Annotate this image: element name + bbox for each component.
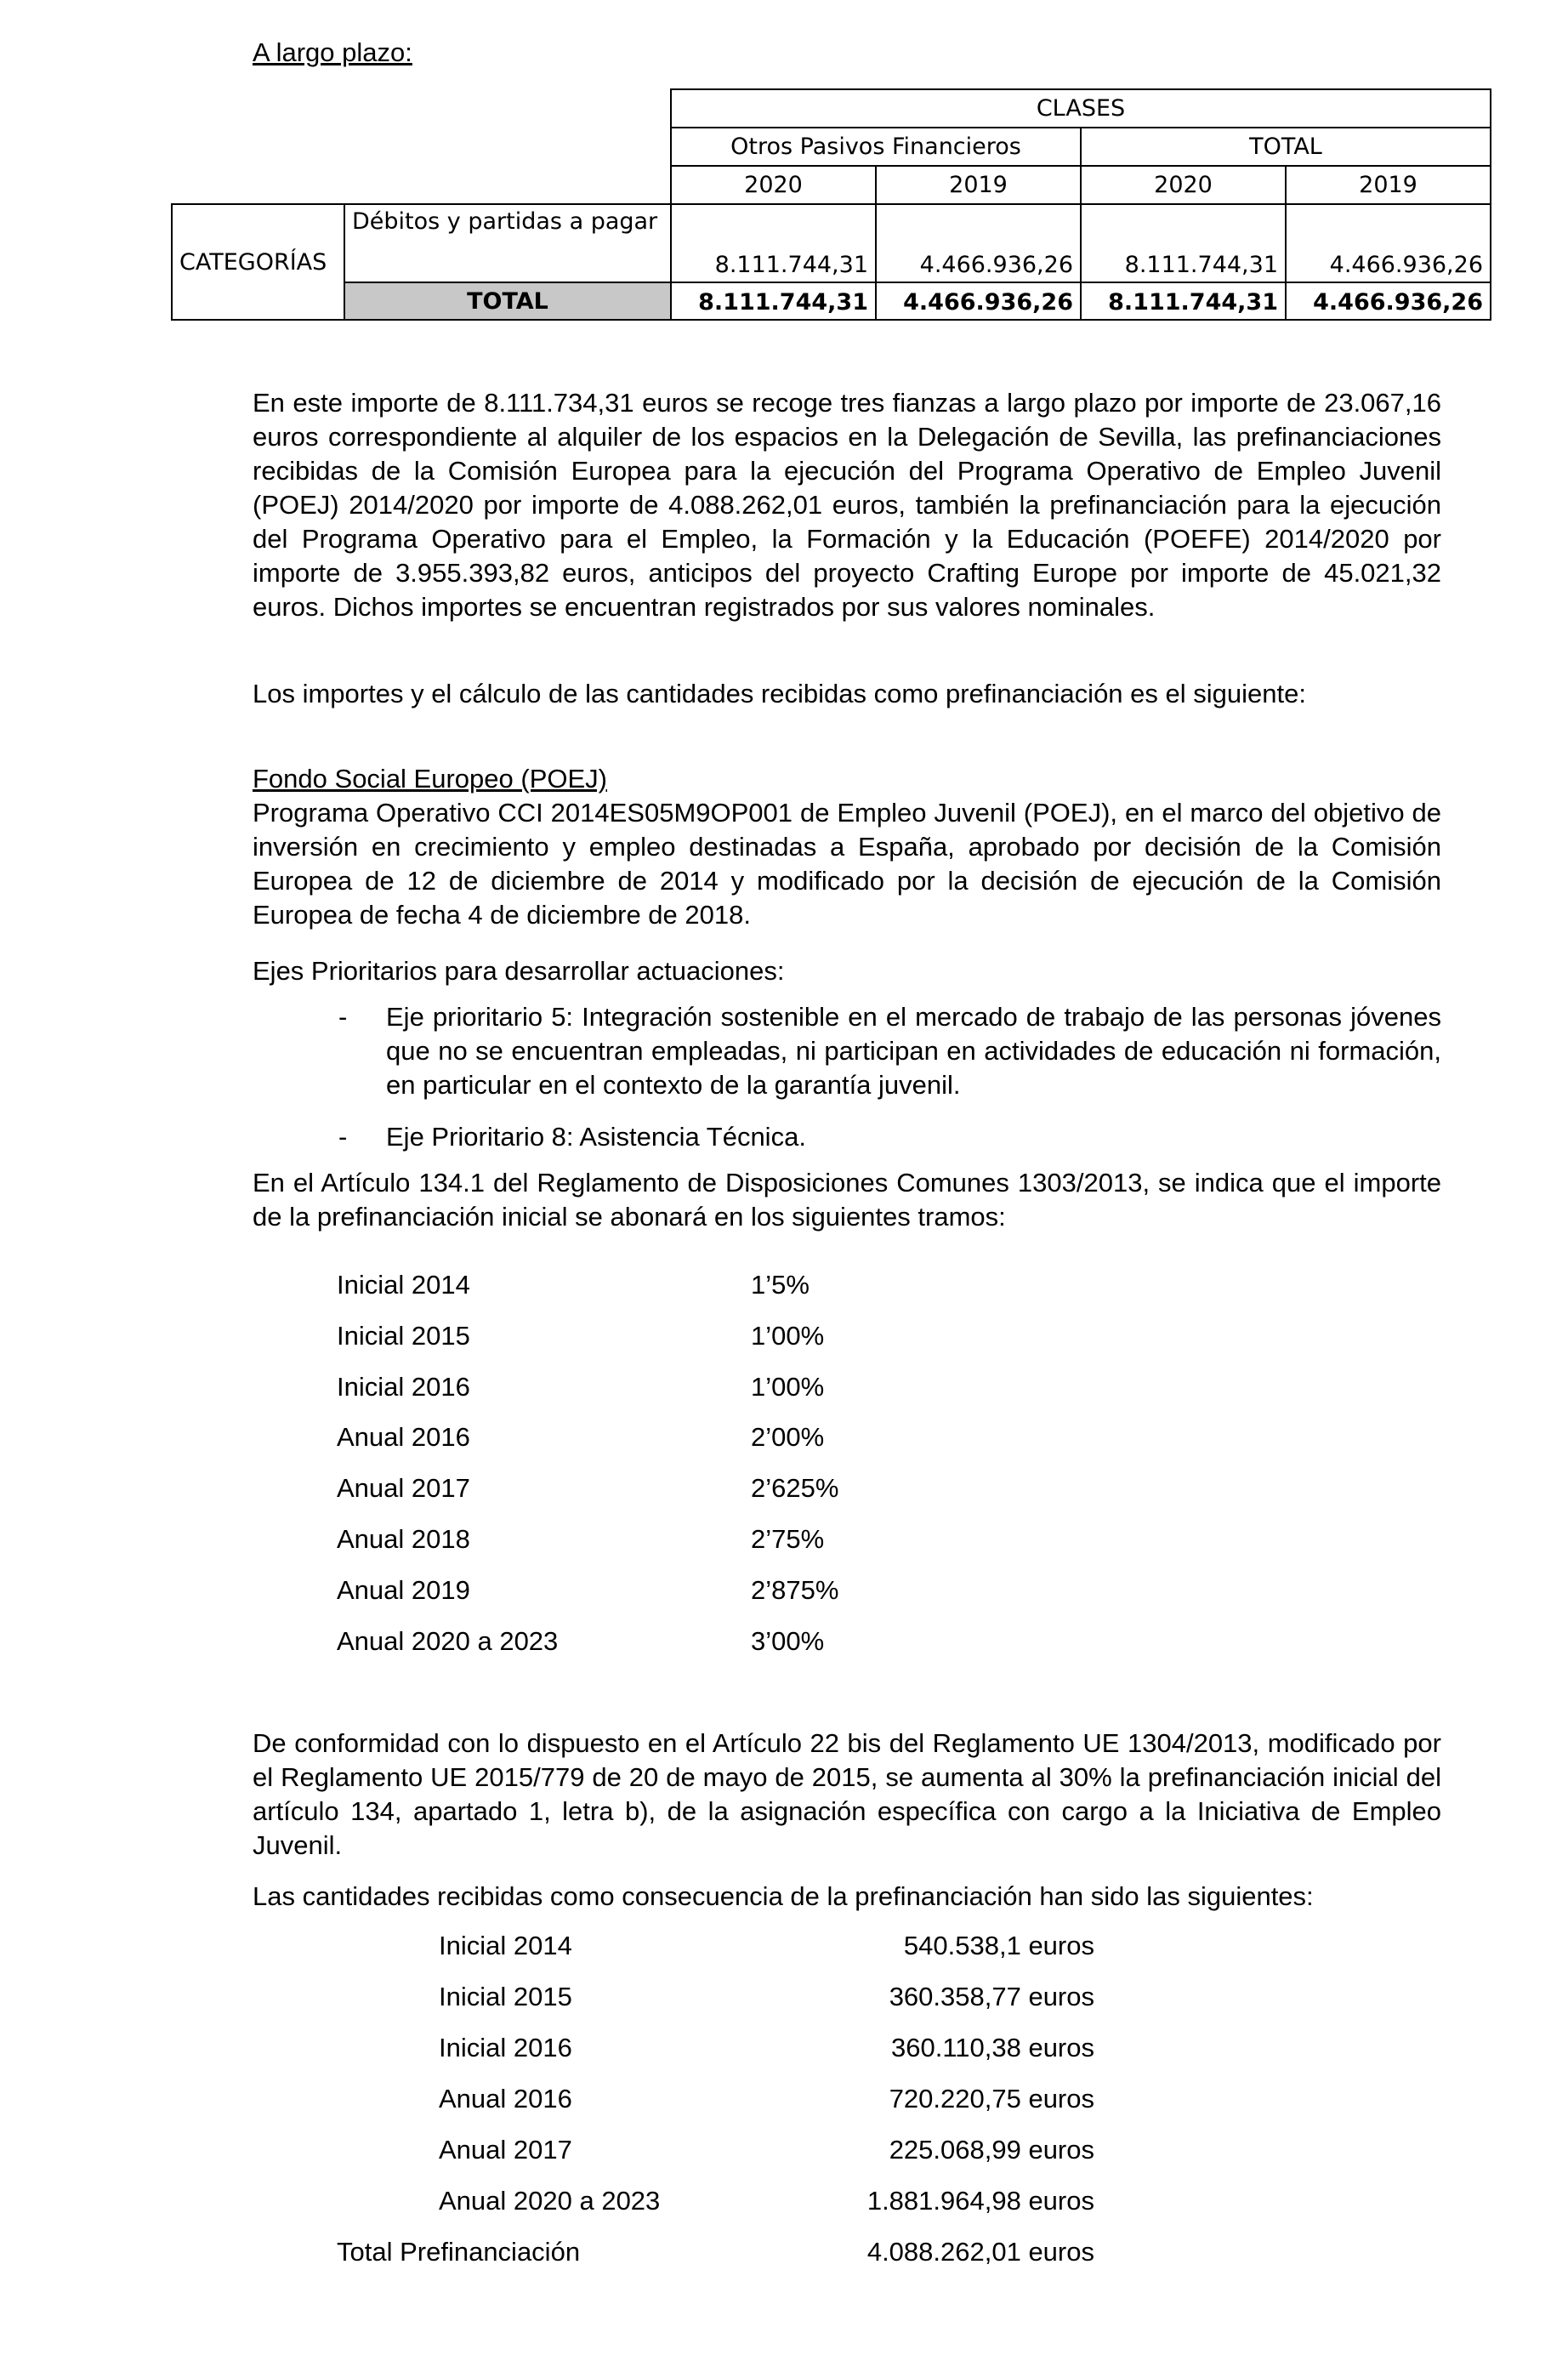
- header-year: 2019: [876, 166, 1081, 204]
- amount-row: [439, 2082, 1094, 2116]
- amount-row: [439, 2031, 1094, 2065]
- rate-value: 3’00%: [751, 1626, 825, 1656]
- rate-label: Anual 2017: [337, 1473, 470, 1503]
- header-year: 2020: [1081, 166, 1286, 204]
- amount-value: 360.110,38 euros: [890, 2033, 1094, 2062]
- categorias-label: CATEGORÍAS: [172, 204, 344, 320]
- fse-title: Fondo Social Europeo (POEJ): [253, 764, 607, 794]
- total-prefinanciacion-label: Total Prefinanciación: [337, 2237, 581, 2267]
- header-clases: CLASES: [671, 89, 1491, 128]
- rate-value: 1’00%: [751, 1321, 825, 1351]
- amount-row: [439, 1980, 1094, 2014]
- fse-block: [253, 762, 1441, 932]
- rate-value: 2’75%: [751, 1524, 825, 1554]
- amount-row: [439, 2133, 1094, 2167]
- rate-value: 1’00%: [751, 1372, 825, 1402]
- rate-value: 2’875%: [751, 1575, 839, 1605]
- paragraph-cantidades: Las cantidades recibidas como consecuencia de la prefinanciación han sido las siguientes:: [253, 1881, 1314, 1911]
- paragraph-conformidad: De conformidad con lo dispuesto en el Artículo 22 bis del Reglamento UE 1304/2013, modificado por el Reglamento UE 2015/779 de 20 de mayo de 2015, se aumenta al 30% la prefinanciación inicial del artículo 134, apartado 1, letra b), de la asignación específica con cargo a la Iniciativa de Empleo Juvenil.: [253, 1728, 1441, 1860]
- row-total-value: 4.466.936,26: [876, 282, 1081, 320]
- rate-label: Inicial 2014: [337, 1270, 470, 1300]
- paragraph-programa: Programa Operativo CCI 2014ES05M9OP001 de Empleo Juvenil (POEJ), en el marco del objetivo de inversión en crecimiento y empleo destinadas a España, aprobado por decisión de la Comisión Europea de 12 de diciembre de 2014 y modificado por la decisión de ejecución de la Comisión Europea de fecha 4 de diciembre de 2018.: [253, 798, 1441, 930]
- rate-label: Inicial 2016: [337, 1372, 470, 1402]
- rate-value: 1’5%: [751, 1270, 810, 1300]
- header-year: 2019: [1286, 166, 1491, 204]
- amount-label: Inicial 2016: [439, 2033, 572, 2062]
- amount-value: 540.538,1 euros: [903, 1931, 1094, 1960]
- row-total-value: 8.111.744,31: [671, 282, 876, 320]
- paragraph-calculo: Los importes y el cálculo de las cantidades recibidas como prefinanciación es el siguiente:: [253, 679, 1306, 708]
- rate-label: Anual 2020 a 2023: [337, 1626, 559, 1656]
- total-prefinanciacion-value: 4.088.262,01 euros: [866, 2237, 1094, 2267]
- ejes-title: Ejes Prioritarios para desarrollar actuaciones:: [253, 956, 785, 986]
- row-debitos-value: 4.466.936,26: [1286, 204, 1491, 282]
- paragraph-articulo: En el Artículo 134.1 del Reglamento de Disposiciones Comunes 1303/2013, se indica que el importe de la prefinanciación inicial se abonará en los siguientes tramos:: [253, 1168, 1441, 1232]
- header-year: 2020: [671, 166, 876, 204]
- bullet-eje-8: Eje Prioritario 8: Asistencia Técnica.: [386, 1122, 806, 1152]
- amount-row: [439, 1929, 1094, 1963]
- header-otros-pasivos: Otros Pasivos Financieros: [671, 128, 1081, 166]
- amount-value: 360.358,77 euros: [889, 1982, 1094, 2011]
- row-total-value: 8.111.744,31: [1081, 282, 1286, 320]
- amount-label: Anual 2020 a 2023: [439, 2186, 661, 2216]
- rate-label: Anual 2019: [337, 1575, 470, 1605]
- row-debitos-value: 8.111.744,31: [1081, 204, 1286, 282]
- rate-label: Anual 2016: [337, 1422, 470, 1452]
- row-debitos-value: 4.466.936,26: [876, 204, 1081, 282]
- amount-value: 225.068,99 euros: [889, 2135, 1094, 2165]
- bullet-eje-5: Eje prioritario 5: Integración sostenible en el mercado de trabajo de las personas jóvenes que no se encuentran empleadas, ni participan en actividades de educación ni formación, en particular en el contexto de la garantía juvenil.: [386, 1002, 1441, 1100]
- row-debitos-label: Débitos y partidas a pagar: [344, 204, 671, 282]
- rate-label: Anual 2018: [337, 1524, 470, 1554]
- rate-value: 2’625%: [751, 1473, 839, 1503]
- amount-label: Anual 2016: [439, 2084, 572, 2114]
- bullet-dash: -: [338, 1122, 348, 1152]
- rate-value: 2’00%: [751, 1422, 825, 1452]
- amount-value: 1.881.964,98 euros: [866, 2186, 1094, 2216]
- bullet-dash: -: [338, 1002, 348, 1032]
- rate-label: Inicial 2015: [337, 1321, 470, 1351]
- amount-label: Inicial 2015: [439, 1982, 572, 2011]
- amount-row: [439, 2184, 1094, 2218]
- row-total-value: 4.466.936,26: [1286, 282, 1491, 320]
- section-heading: A largo plazo:: [253, 37, 412, 67]
- amount-label: Inicial 2014: [439, 1931, 572, 1960]
- clases-table: [171, 88, 1491, 321]
- total-prefinanciacion-row: [337, 2235, 1094, 2269]
- header-total-group: TOTAL: [1081, 128, 1491, 166]
- row-total-label: TOTAL: [344, 282, 671, 320]
- amount-value: 720.220,75 euros: [889, 2084, 1094, 2114]
- row-debitos-value: 8.111.744,31: [671, 204, 876, 282]
- paragraph-importe: En este importe de 8.111.734,31 euros se recoge tres fianzas a largo plazo por importe de 23.067,16 euros correspondiente al alquiler de los espacios en la Delegación de Sevilla, las prefinanciaciones recibidas de la Comisión Europea para la ejecución del Programa Operativo de Empleo Juvenil (POEJ) 2014/2020 por importe de 4.088.262,01 euros, también la prefinanciación para la ejecución del Programa Operativo para el Empleo, la Formación y la Educación (POEFE) 2014/2020 por importe de 3.955.393,82 euros, anticipos del proyecto Crafting Europe por importe de 45.021,32 euros. Dichos importes se encuentran registrados por sus valores nominales.: [253, 388, 1441, 622]
- amount-label: Anual 2017: [439, 2135, 572, 2165]
